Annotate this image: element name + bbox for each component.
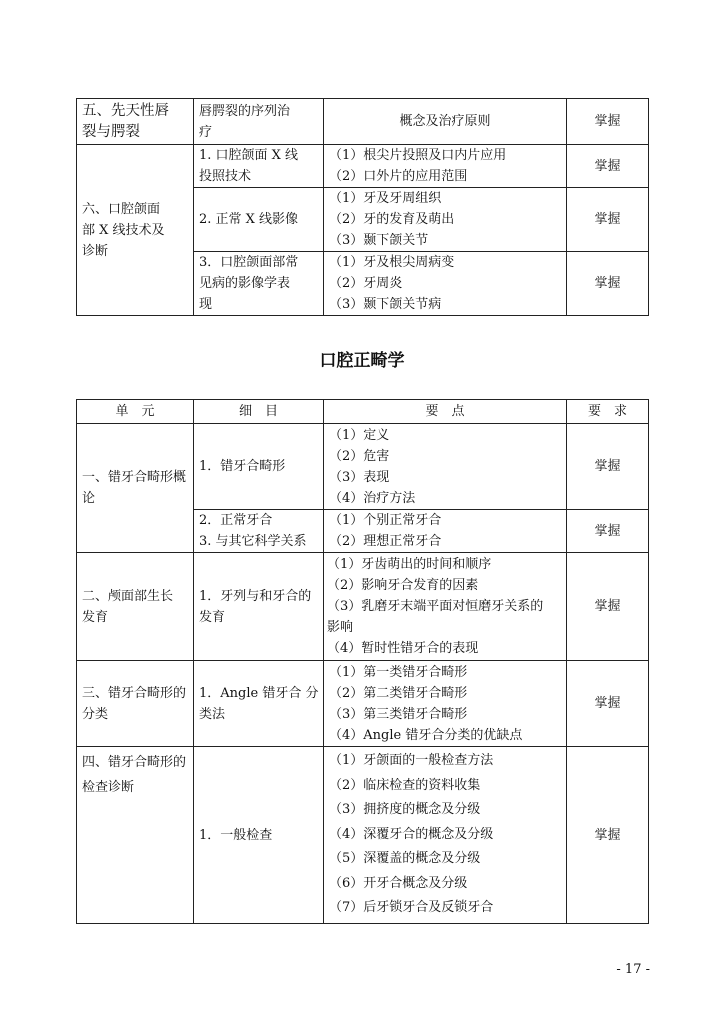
requirement-cell: 掌握 <box>567 145 649 188</box>
points-cell: （1）定义 （2）危害 （3）表现 （4）治疗方法 <box>324 424 567 510</box>
detail-cell: 1. 口腔颌面 X 线 投照技术 <box>194 145 324 188</box>
column-header: 单 元 <box>77 400 194 424</box>
unit-cell: 二、颅面部生长 发育 <box>77 553 194 661</box>
requirement-cell: 掌握 <box>567 252 649 316</box>
detail-cell: 2. 正常 X 线影像 <box>194 188 324 252</box>
requirement-cell: 掌握 <box>567 661 649 747</box>
points-cell: （1）牙齿萌出的时间和顺序 （2）影响牙合发育的因素 （3）乳磨牙末端平面对恒磨牙关系的 影响 （4）暂时性错牙合的表现 <box>324 553 567 661</box>
detail-cell: 1．牙列与和牙合的 发育 <box>194 553 324 661</box>
table-row <box>77 424 649 510</box>
table-row <box>77 661 649 747</box>
unit-cell: 五、先天性唇 裂与腭裂 <box>77 99 194 145</box>
requirement-cell: 掌握 <box>567 510 649 553</box>
detail-cell: 1．Angle 错牙合 分 类法 <box>194 661 324 747</box>
unit-cell: 六、口腔颌面 部 X 线技术及 诊断 <box>77 145 194 316</box>
detail-cell: 唇腭裂的序列治 疗 <box>194 99 324 145</box>
points-cell: （1）个别正常牙合 （2）理想正常牙合 <box>324 510 567 553</box>
header-row <box>77 400 649 424</box>
section-title: 口腔正畸学 <box>319 351 405 371</box>
requirement-cell: 掌握 <box>567 424 649 510</box>
points-cell: （1）牙及牙周组织 （2）牙的发育及萌出 （3）颞下颌关节 <box>324 188 567 252</box>
points-cell: （1）牙及根尖周病变 （2）牙周炎 （3）颞下颌关节病 <box>324 252 567 316</box>
unit-cell: 四、错牙合畸形的 检查诊断 <box>77 747 194 924</box>
unit-cell: 一、错牙合畸形概 论 <box>77 424 194 553</box>
page-number: - 17 - <box>616 962 650 977</box>
main-table <box>76 399 649 924</box>
points-cell: 概念及治疗原则 <box>324 99 567 145</box>
requirement-cell: 掌握 <box>567 553 649 661</box>
unit-cell: 三、错牙合畸形的 分类 <box>77 661 194 747</box>
column-header: 要 求 <box>567 400 649 424</box>
table-row <box>77 99 649 145</box>
top-table <box>76 98 649 316</box>
column-header: 细 目 <box>194 400 324 424</box>
table-row <box>77 747 649 924</box>
points-cell: （1）根尖片投照及口内片应用 （2）口外片的应用范围 <box>324 145 567 188</box>
points-cell: （1）第一类错牙合畸形 （2）第二类错牙合畸形 （3）第三类错牙合畸形 （4）Angle 错牙合分类的优缺点 <box>324 661 567 747</box>
requirement-cell: 掌握 <box>567 747 649 924</box>
detail-cell: 3．口腔颌面部常 见病的影像学表 现 <box>194 252 324 316</box>
column-header: 要 点 <box>324 400 567 424</box>
detail-cell: 2．正常牙合 3. 与其它科学关系 <box>194 510 324 553</box>
requirement-cell: 掌握 <box>567 99 649 145</box>
detail-cell: 1．一般检查 <box>194 747 324 924</box>
detail-cell: 1．错牙合畸形 <box>194 424 324 510</box>
table-row <box>77 553 649 661</box>
points-cell: （1）牙颌面的一般检查方法 （2）临床检查的资料收集 （3）拥挤度的概念及分级 （4）深覆牙合的概念及分级 （5）深覆盖的概念及分级 （6）开牙合概念及分级 （7）后牙锁牙合及反锁牙合 <box>324 747 567 924</box>
requirement-cell: 掌握 <box>567 188 649 252</box>
table-row <box>77 145 649 188</box>
